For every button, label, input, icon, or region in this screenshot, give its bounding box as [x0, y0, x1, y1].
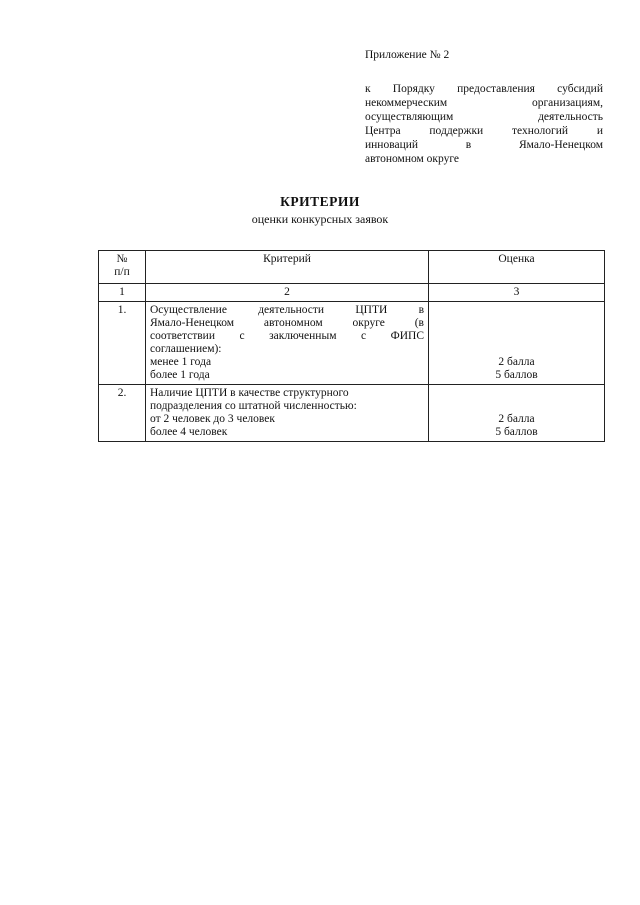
appendix-text — [365, 82, 603, 166]
index-cell: 3 — [429, 284, 605, 302]
criterion-line: более 4 человек — [150, 426, 228, 438]
row-score — [429, 302, 605, 385]
index-cell: 2 — [146, 284, 429, 302]
criterion-line: Наличие ЦПТИ в качестве структурного — [150, 387, 349, 399]
score-line: 2 балла — [498, 356, 535, 368]
appendix-line: автономном округе — [365, 153, 460, 165]
score-line: 2 балла — [498, 413, 535, 425]
appendix-header — [365, 48, 603, 166]
row-number: 2. — [99, 385, 146, 442]
score-line — [433, 317, 600, 330]
table-row — [99, 385, 605, 442]
criterion-line: менее 1 года — [150, 356, 212, 368]
document-subtitle: оценки конкурсных заявок — [251, 212, 389, 226]
row-criterion — [146, 385, 429, 442]
criterion-line: более 1 года — [150, 369, 210, 381]
document-title: КРИТЕРИИ — [280, 194, 360, 209]
appendix-line: некоммерческим организациям, — [365, 97, 603, 109]
table-row — [99, 302, 605, 385]
table-index-row — [99, 284, 605, 302]
criterion-line: Ямало-Ненецком автономном округе (в — [150, 317, 424, 329]
appendix-line: Центра поддержки технологий и — [365, 125, 603, 137]
index-cell: 1 — [99, 284, 146, 302]
title-block — [0, 194, 640, 227]
criterion-line: подразделения со штатной численностью: — [150, 400, 357, 412]
appendix-line: инноваций в Ямало-Ненецком — [365, 139, 603, 151]
score-line — [433, 330, 600, 343]
criterion-line: соответствии с заключенным с ФИПС — [150, 330, 424, 342]
row-criterion — [146, 302, 429, 385]
header-num: № п/п — [99, 251, 146, 284]
table-header-row — [99, 251, 605, 284]
header-criterion: Критерий — [146, 251, 429, 284]
appendix-number: Приложение № 2 — [365, 49, 450, 61]
score-line — [433, 304, 600, 317]
score-line — [433, 387, 600, 400]
row-number: 1. — [99, 302, 146, 385]
score-line: 5 баллов — [495, 426, 538, 438]
row-score — [429, 385, 605, 442]
appendix-line: осуществляющим деятельность — [365, 111, 603, 123]
score-line: 5 баллов — [495, 369, 538, 381]
appendix-line: к Порядку предоставления субсидий — [365, 83, 603, 95]
score-line — [433, 400, 600, 413]
criterion-line: соглашением): — [150, 343, 222, 355]
criterion-line: от 2 человек до 3 человек — [150, 413, 275, 425]
score-line — [433, 343, 600, 356]
criterion-line: Осуществление деятельности ЦПТИ в — [150, 304, 424, 316]
header-score: Оценка — [429, 251, 605, 284]
criteria-table — [98, 250, 605, 442]
